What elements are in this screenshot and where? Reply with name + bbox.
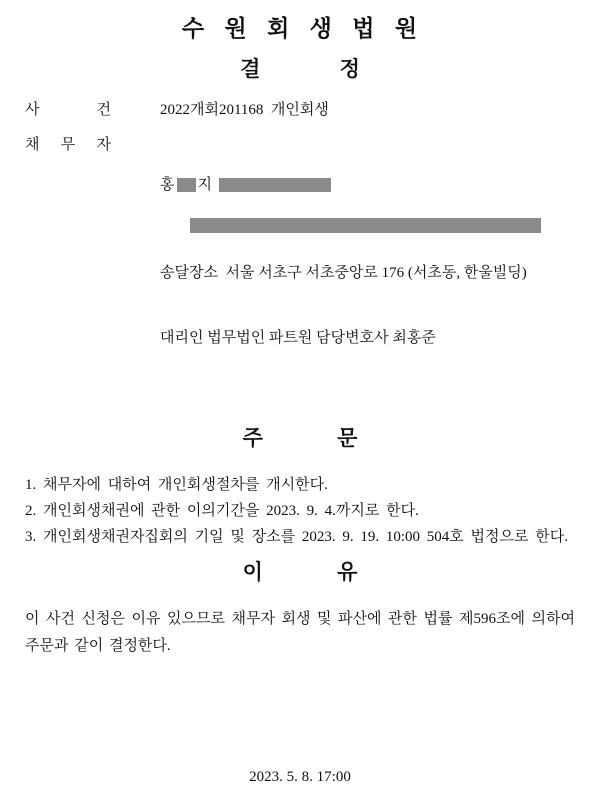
order-item-1: 1. 채무자에 대하여 개인회생절차를 개시한다. (25, 477, 328, 493)
debtor-name-part2: 지 (197, 177, 212, 193)
redaction-box-name (177, 178, 196, 192)
case-row (25, 100, 575, 120)
reason-line-1: 이 사건 신청은 이유 있으므로 채무자 회생 및 파산에 관한 법률 제596조에 의하여 (25, 611, 575, 627)
order-item-2: 2. 개인회생채권에 관한 이의기간을 2023. 9. 4.까지로 한다. (25, 503, 419, 519)
court-title: 수 원 회 생 법 원 (181, 15, 419, 41)
redaction-box-address (190, 218, 541, 233)
service-address: 송달장소 서울 서초구 서초중앙로 176 (서초동, 한울빌딩) (160, 265, 527, 281)
debtor-name-line (160, 175, 541, 195)
case-info-block (0, 100, 600, 389)
order-heading: 주 문 (242, 427, 358, 450)
debtor-label: 채 무 자 (25, 137, 111, 153)
decision-title: 결 정 (240, 58, 360, 81)
case-number: 2022개회201168 개인회생 (160, 102, 329, 118)
debtor-row (25, 135, 575, 389)
order-list (0, 472, 600, 550)
case-label: 사 건 (25, 102, 111, 118)
redaction-box-id (219, 178, 331, 192)
attorney-line: 대리인 법무법인 파트원 담당변호사 최홍준 (160, 330, 436, 346)
debtor-name-part1: 홍 (160, 177, 175, 193)
reason-heading: 이 유 (242, 561, 358, 584)
decision-datetime: 2023. 5. 8. 17:00 (249, 769, 351, 785)
reason-line-2: 주문과 같이 결정한다. (25, 638, 171, 654)
reason-block (0, 606, 600, 660)
debtor-details (160, 135, 541, 389)
order-item-3: 3. 개인회생채권자집회의 기일 및 장소를 2023. 9. 19. 10:00 504호 법정으로 한다. (25, 529, 568, 545)
